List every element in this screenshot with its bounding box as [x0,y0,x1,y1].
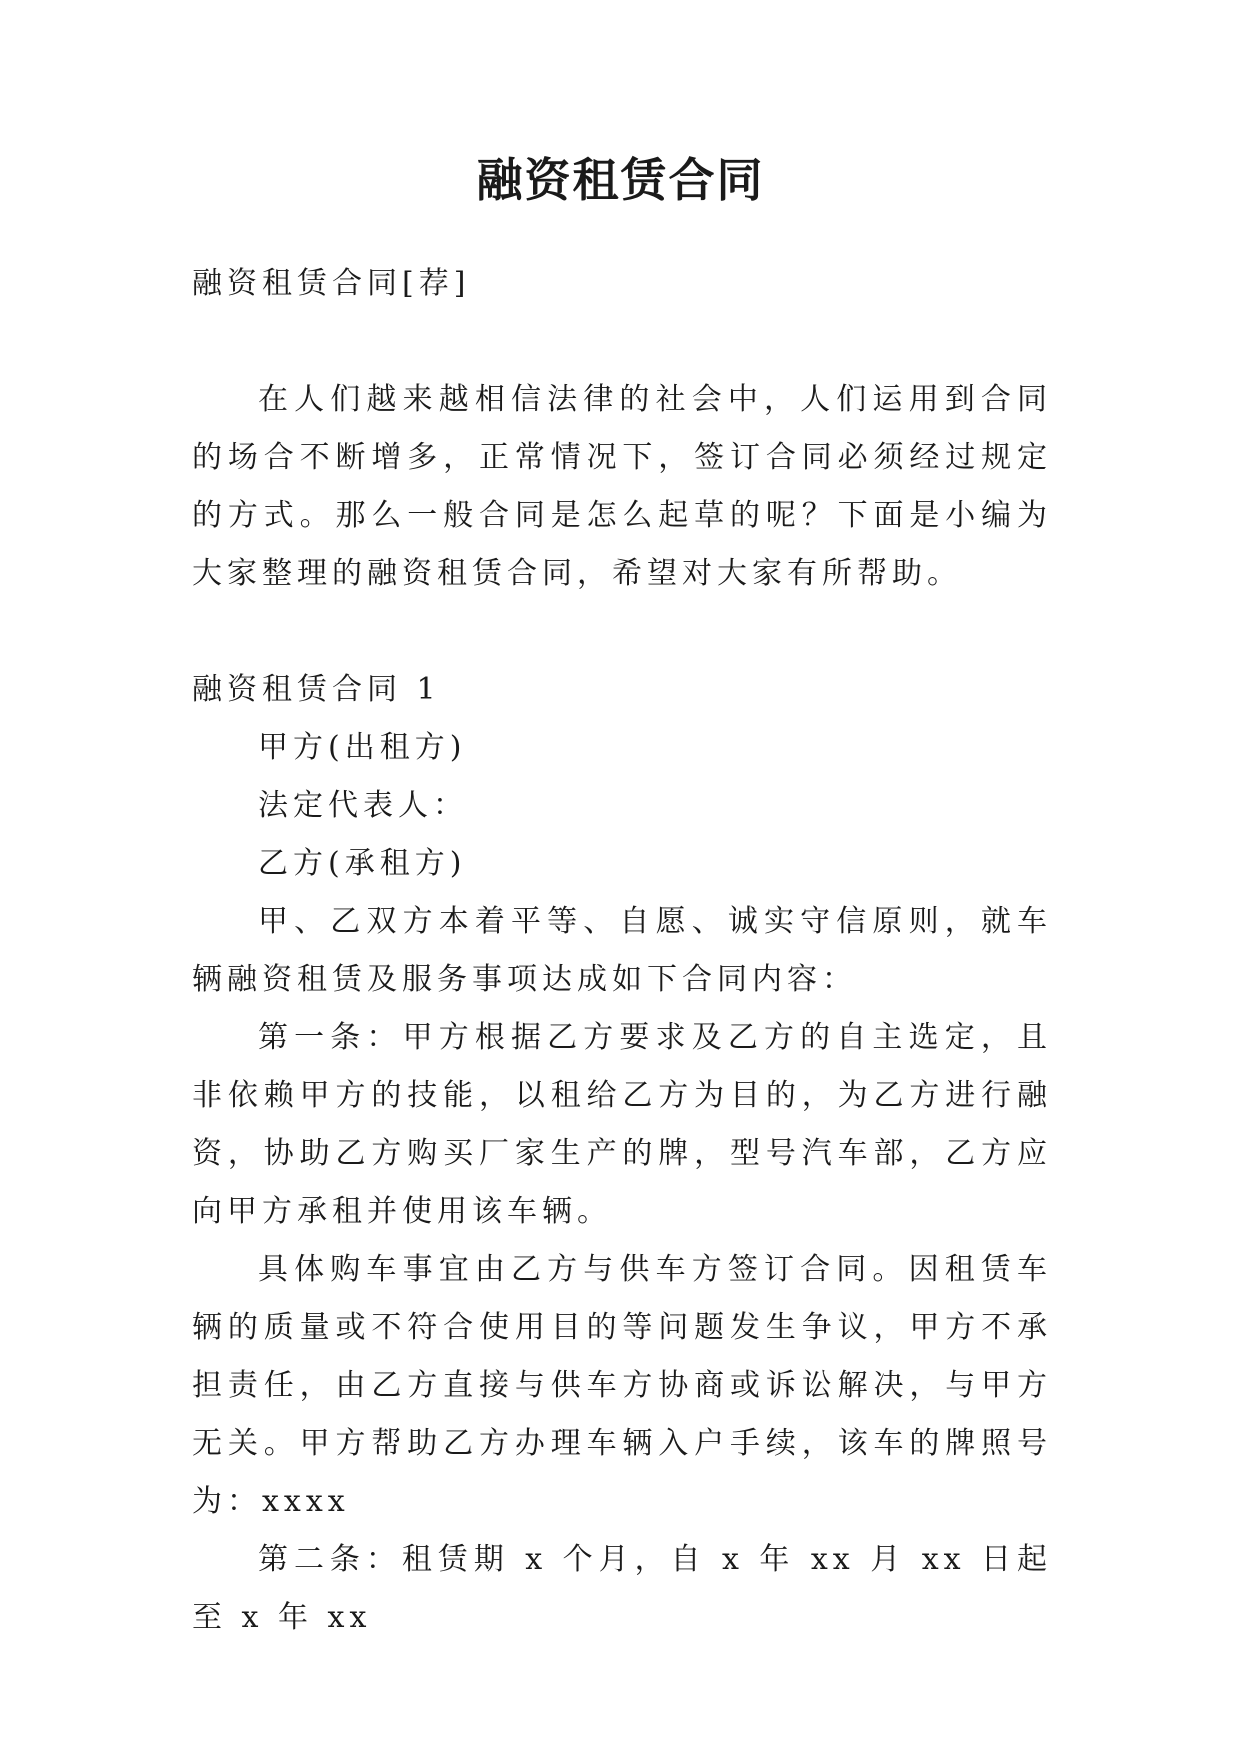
contract-paragraph: 甲、乙双方本着平等、自愿、诚实守信原则，就车辆融资租赁及服务事项达成如下合同内容： [192,904,1052,997]
document-body [192,255,1052,1647]
legal-rep-line: 法定代表人： [258,788,468,823]
article-one-paragraph: 第一条：甲方根据乙方要求及乙方的自主选定，且非依赖甲方的技能，以租给乙方为目的，为乙方进行融资，协助乙方购买厂家生产的牌，型号汽车部，乙方应向甲方承租并使用该车辆。 [192,1020,1052,1229]
document-title: 融资租赁合同 [476,153,765,207]
party-a-line: 甲方(出租方) [258,730,467,765]
purchase-paragraph: 具体购车事宜由乙方与供车方签订合同。因租赁车辆的质量或不符合使用目的等问题发生争议，甲方不承担责任，由乙方直接与供车方协商或诉讼解决，与甲方无关。甲方帮助乙方办理车辆入户手续，该车的牌照号为：xxxx [192,1252,1052,1519]
spacer [192,313,1052,371]
intro-paragraph: 在人们越来越相信法律的社会中，人们运用到合同的场合不断增多，正常情况下，签订合同必须经过规定的方式。那么一般合同是怎么起草的呢？下面是小编为大家整理的融资租赁合同，希望对大家有所帮助。 [192,382,1052,591]
party-b-line: 乙方(承租方) [258,846,467,881]
section-heading: 融资租赁合同 1 [192,672,441,707]
article-two-paragraph: 第二条：租赁期 x 个月，自 x 年 xx 月 xx 日起至 x 年 xx [192,1542,1052,1635]
spacer [192,603,1052,661]
document-subtitle: 融资租赁合同[荐] [192,266,471,301]
